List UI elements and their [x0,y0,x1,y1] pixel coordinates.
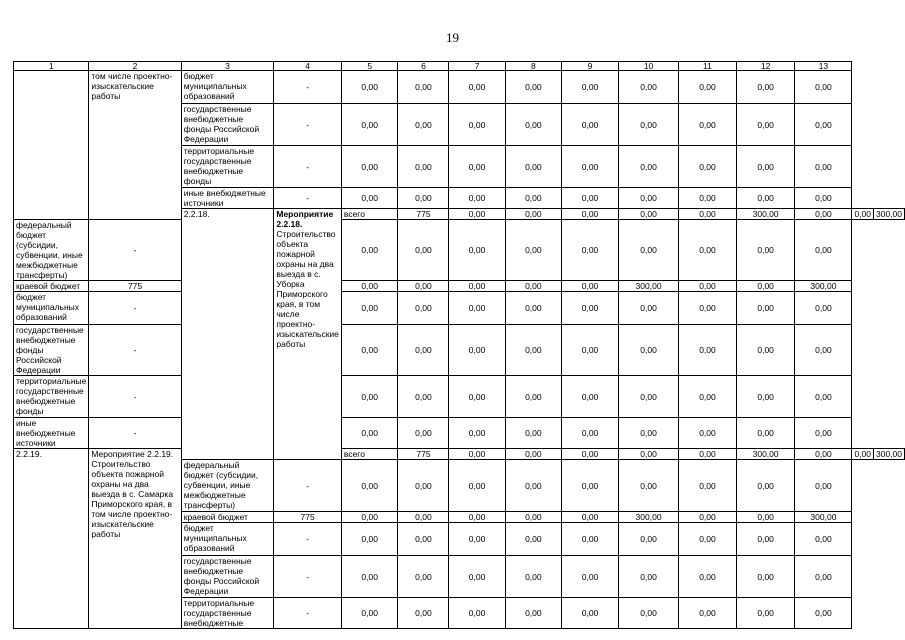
amount-cell: 300,00 [619,512,679,523]
amount-cell: 0,00 [619,292,679,325]
admin-code: - [274,104,342,146]
column-number: 13 [795,62,852,71]
admin-code: - [274,71,342,104]
amount-cell: 0,00 [449,512,505,523]
amount-cell: 0,00 [449,71,505,104]
funding-source: государственные внебюджетные фонды Российской Федерации [181,104,274,146]
amount-cell: 0,00 [561,292,618,325]
activity-text: Строительство объекта пожарной охраны на два выезда в с. Уборка Приморского края, в том числе проектно-изыскательские работы [276,229,339,349]
amount-cell: 0,00 [795,376,852,418]
item-number: 2.2.19. [14,449,89,629]
amount-cell: 0,00 [505,220,561,281]
amount-cell: 0,00 [449,460,505,512]
table-row [14,281,905,292]
amount-cell: 0,00 [736,292,795,325]
table-row [14,292,905,325]
amount-cell: 0,00 [341,376,398,418]
amount-cell: 0,00 [561,188,618,209]
amount-cell: 0,00 [341,281,398,292]
admin-code: - [89,325,181,376]
amount-cell: 0,00 [505,523,561,556]
amount-cell: 0,00 [619,325,679,376]
amount-cell: 0,00 [449,188,505,209]
amount-cell: 0,00 [341,104,398,146]
amount-cell: 0,00 [398,188,449,209]
amount-cell: 0,00 [561,556,618,598]
amount-cell: 0,00 [505,460,561,512]
admin-code: - [274,146,342,188]
amount-cell: 0,00 [449,104,505,146]
amount-cell: 0,00 [449,449,505,460]
funding-source: территориальные государственные внебюджетные [181,598,274,629]
amount-cell: 0,00 [341,146,398,188]
amount-cell: 0,00 [852,209,874,220]
amount-cell: 0,00 [398,146,449,188]
amount-cell: 0,00 [795,292,852,325]
amount-cell: 0,00 [561,104,618,146]
amount-cell: 0,00 [795,449,852,460]
amount-cell: 0,00 [619,556,679,598]
amount-cell: 0,00 [679,209,737,220]
amount-cell: 0,00 [619,104,679,146]
table-row [14,418,905,449]
amount-cell: 0,00 [505,281,561,292]
amount-cell: 0,00 [561,598,618,629]
amount-cell: 300,00 [736,449,795,460]
amount-cell: 0,00 [341,556,398,598]
amount-cell: 0,00 [736,220,795,281]
amount-cell: 0,00 [736,418,795,449]
activity-text: том числе проектно-изыскательские работы [91,71,173,101]
admin-code: 775 [89,281,181,292]
admin-code: 775 [398,209,449,220]
amount-cell: 0,00 [679,556,737,598]
amount-cell: 0,00 [679,104,737,146]
amount-cell: 0,00 [505,292,561,325]
amount-cell: 0,00 [505,556,561,598]
amount-cell: 0,00 [398,523,449,556]
amount-cell: 0,00 [795,220,852,281]
amount-cell: 0,00 [505,512,561,523]
table-row [14,449,905,460]
activity-title: Мероприятие 2.2.18. [276,209,334,229]
amount-cell: 0,00 [561,376,618,418]
column-number: 8 [505,62,561,71]
amount-cell: 0,00 [619,523,679,556]
admin-code: - [274,598,342,629]
amount-cell: 0,00 [561,523,618,556]
amount-cell: 0,00 [449,598,505,629]
amount-cell: 0,00 [619,209,679,220]
admin-code: - [89,376,181,418]
amount-cell: 0,00 [679,460,737,512]
amount-cell: 0,00 [679,188,737,209]
amount-cell: 0,00 [561,209,618,220]
amount-cell: 0,00 [341,71,398,104]
amount-cell: 0,00 [398,376,449,418]
column-number: 1 [14,62,89,71]
funding-source: государственные внебюджетные фонды Российской Федерации [181,556,274,598]
amount-cell: 0,00 [795,71,852,104]
column-number: 2 [89,62,181,71]
amount-cell: 0,00 [449,209,505,220]
funding-source: федеральный бюджет (субсидии, субвенции, иные межбюджетные трансферты) [14,220,89,281]
amount-cell: 0,00 [795,556,852,598]
amount-cell: 0,00 [795,598,852,629]
activity-description [274,209,342,460]
admin-code: 775 [274,512,342,523]
amount-cell: 0,00 [561,220,618,281]
amount-cell: 0,00 [398,325,449,376]
amount-cell: 0,00 [736,523,795,556]
amount-cell: 0,00 [619,418,679,449]
funding-source: краевой бюджет [14,281,89,292]
column-number: 5 [341,62,398,71]
amount-cell: 0,00 [679,281,737,292]
amount-cell: 0,00 [449,418,505,449]
amount-cell: 0,00 [505,146,561,188]
amount-cell: 0,00 [561,71,618,104]
column-number: 6 [398,62,449,71]
amount-cell: 0,00 [619,460,679,512]
amount-cell: 0,00 [398,71,449,104]
amount-cell: 0,00 [449,325,505,376]
funding-source: бюджет муниципальных образований [181,71,274,104]
amount-cell: 0,00 [852,449,874,460]
amount-cell: 0,00 [795,209,852,220]
amount-cell: 0,00 [679,523,737,556]
amount-cell: 0,00 [341,188,398,209]
amount-cell: 300,00 [736,209,795,220]
admin-code: 775 [398,449,449,460]
amount-cell: 0,00 [679,220,737,281]
column-number: 7 [449,62,505,71]
amount-cell: 0,00 [398,418,449,449]
amount-cell: 0,00 [679,146,737,188]
amount-cell: 0,00 [398,460,449,512]
amount-cell: 300,00 [795,512,852,523]
column-number: 10 [619,62,679,71]
item-number [14,71,89,220]
funding-source: государственные внебюджетные фонды Российской Федерации [14,325,89,376]
amount-cell: 0,00 [561,418,618,449]
amount-cell: 0,00 [736,598,795,629]
amount-cell: 0,00 [341,460,398,512]
amount-cell: 0,00 [795,104,852,146]
amount-cell: 0,00 [736,281,795,292]
activity-description [89,71,181,220]
column-number: 11 [679,62,737,71]
amount-cell: 300,00 [619,281,679,292]
amount-cell: 0,00 [398,512,449,523]
amount-cell: 0,00 [341,292,398,325]
amount-cell: 300,00 [874,209,905,220]
amount-cell: 0,00 [398,220,449,281]
amount-cell: 0,00 [795,188,852,209]
amount-cell: 0,00 [736,188,795,209]
amount-cell: 0,00 [736,325,795,376]
amount-cell: 0,00 [341,523,398,556]
amount-cell: 0,00 [619,376,679,418]
admin-code: - [89,418,181,449]
amount-cell: 0,00 [505,598,561,629]
page-number: 19 [446,30,459,45]
amount-cell: 0,00 [561,449,618,460]
amount-cell: 0,00 [505,325,561,376]
amount-cell: 0,00 [449,376,505,418]
funding-source: бюджет муниципальных образований [181,523,274,556]
amount-cell: 0,00 [795,325,852,376]
amount-cell: 0,00 [449,146,505,188]
admin-code: - [89,220,181,281]
amount-cell: 0,00 [619,220,679,281]
amount-cell: 0,00 [341,512,398,523]
amount-cell: 300,00 [874,449,905,460]
amount-cell: 0,00 [619,188,679,209]
amount-cell: 0,00 [561,146,618,188]
amount-cell: 0,00 [561,512,618,523]
amount-cell: 0,00 [561,281,618,292]
amount-cell: 0,00 [795,418,852,449]
amount-cell: 0,00 [449,220,505,281]
funding-source: всего [341,209,398,220]
amount-cell: 0,00 [505,104,561,146]
table-row [14,376,905,418]
admin-code: - [274,556,342,598]
amount-cell: 0,00 [398,292,449,325]
admin-code: - [274,460,342,512]
column-number-row [14,62,905,71]
activity-description [89,449,181,629]
table-row [14,71,905,104]
amount-cell: 0,00 [449,281,505,292]
amount-cell: 0,00 [736,146,795,188]
table-row [14,220,905,281]
amount-cell: 0,00 [341,598,398,629]
amount-cell: 0,00 [736,104,795,146]
amount-cell: 300,00 [795,281,852,292]
funding-source: всего [341,449,398,460]
amount-cell: 0,00 [736,376,795,418]
amount-cell: 0,00 [679,292,737,325]
funding-source: иные внебюджетные источники [14,418,89,449]
funding-source: бюджет муниципальных образований [14,292,89,325]
amount-cell: 0,00 [679,418,737,449]
amount-cell: 0,00 [505,71,561,104]
column-number: 12 [736,62,795,71]
admin-code: - [274,523,342,556]
amount-cell: 0,00 [679,598,737,629]
table-row [14,325,905,376]
item-number: 2.2.18. [181,209,274,460]
column-number: 3 [181,62,274,71]
budget-table [13,61,905,629]
amount-cell: 0,00 [619,71,679,104]
funding-source: иные внебюджетные источники [181,188,274,209]
amount-cell: 0,00 [398,598,449,629]
amount-cell: 0,00 [736,460,795,512]
amount-cell: 0,00 [505,376,561,418]
amount-cell: 0,00 [679,512,737,523]
amount-cell: 0,00 [398,104,449,146]
funding-source: краевой бюджет [181,512,274,523]
amount-cell: 0,00 [505,418,561,449]
column-number: 4 [274,62,342,71]
amount-cell: 0,00 [795,146,852,188]
amount-cell: 0,00 [736,71,795,104]
amount-cell: 0,00 [561,460,618,512]
amount-cell: 0,00 [341,220,398,281]
amount-cell: 0,00 [505,188,561,209]
amount-cell: 0,00 [679,71,737,104]
amount-cell: 0,00 [341,325,398,376]
activity-text: Мероприятие 2.2.19. Строительство объекта пожарной охраны на два выезда в с. Самарка Приморского края, в том числе проектно-изыскательские работы [91,449,174,539]
amount-cell: 0,00 [679,325,737,376]
amount-cell: 0,00 [561,325,618,376]
column-number: 9 [561,62,618,71]
amount-cell: 0,00 [679,376,737,418]
amount-cell: 0,00 [449,556,505,598]
amount-cell: 0,00 [449,292,505,325]
amount-cell: 0,00 [736,556,795,598]
amount-cell: 0,00 [619,598,679,629]
amount-cell: 0,00 [398,556,449,598]
funding-source: территориальные государственные внебюджетные фонды [181,146,274,188]
funding-source: федеральный бюджет (субсидии, субвенции, иные межбюджетные трансферты) [181,460,274,512]
amount-cell: 0,00 [505,449,561,460]
amount-cell: 0,00 [449,523,505,556]
amount-cell: 0,00 [795,523,852,556]
amount-cell: 0,00 [619,146,679,188]
amount-cell: 0,00 [619,449,679,460]
amount-cell: 0,00 [398,281,449,292]
admin-code: - [89,292,181,325]
amount-cell: 0,00 [736,512,795,523]
funding-source: территориальные государственные внебюджетные фонды [14,376,89,418]
amount-cell: 0,00 [505,209,561,220]
admin-code: - [274,188,342,209]
amount-cell: 0,00 [795,460,852,512]
amount-cell: 0,00 [341,418,398,449]
amount-cell: 0,00 [679,449,737,460]
